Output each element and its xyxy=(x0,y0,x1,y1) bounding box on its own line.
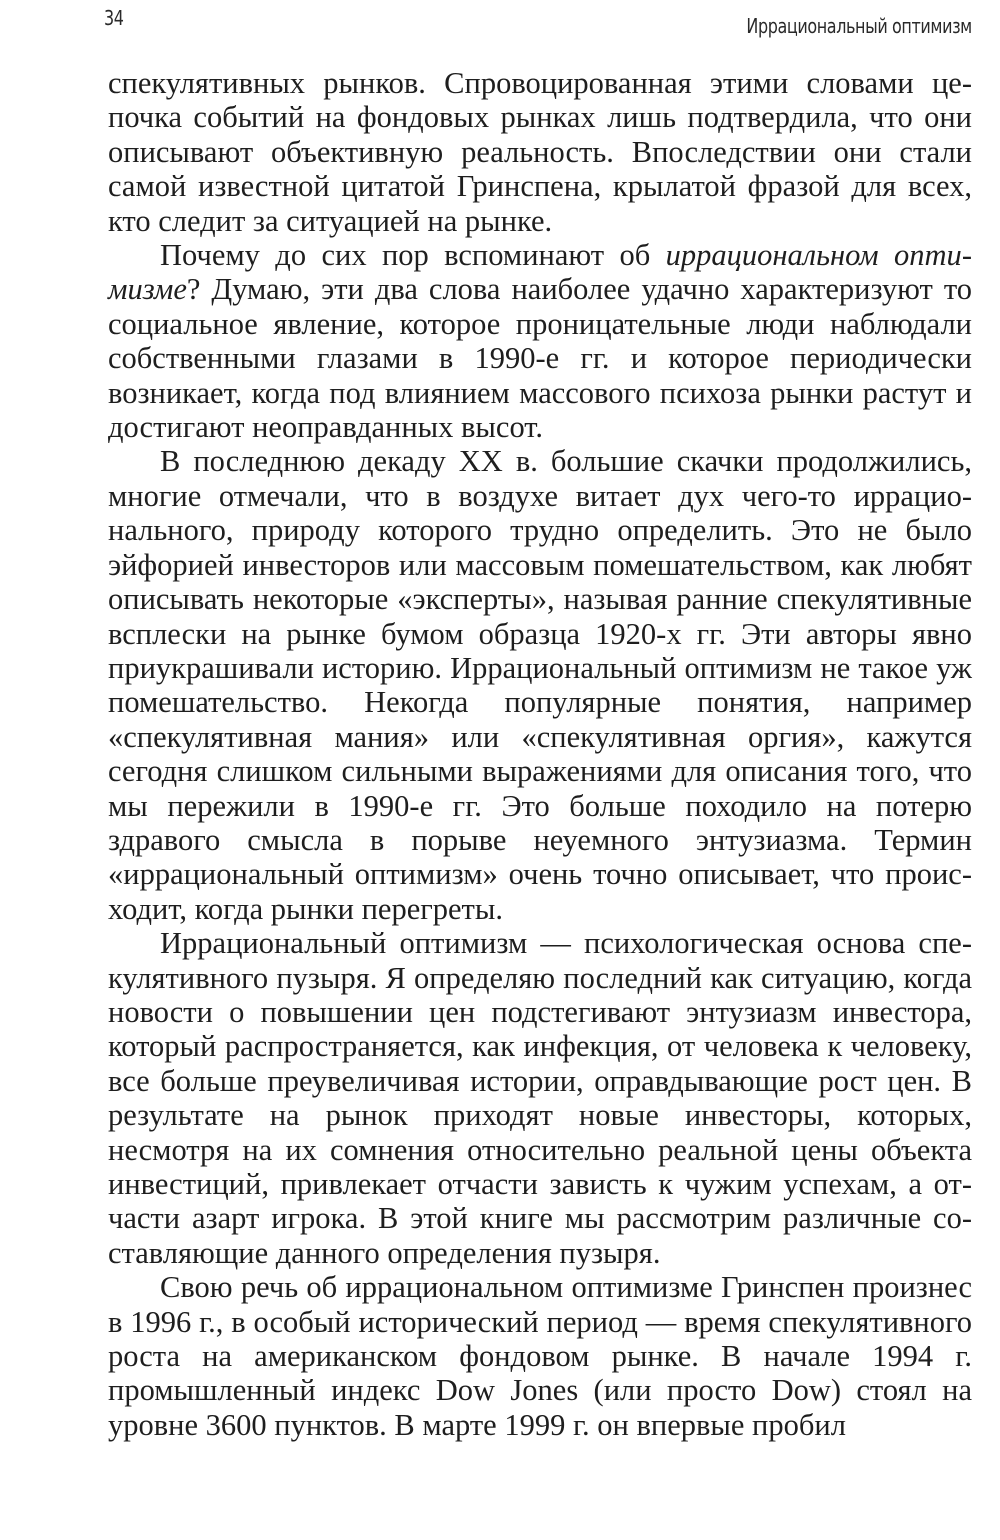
body-text xyxy=(108,66,972,1442)
running-head xyxy=(104,6,972,42)
running-title: Иррациональный оптимизм xyxy=(746,14,972,38)
page-number: 34 xyxy=(104,6,124,30)
paragraph-2-start: Почему до сих пор вспоминают об xyxy=(160,238,666,273)
paragraph-3: В последнюю декаду XX в. большие скачки продолжились, многие отмечали, что в воздухе витает дух чего-то иррационального, природу которого трудно определить. Это не было эйфорией инвесторов или массовым помешательством, как любят описывать некоторые «эксперты», называя ранние спекулятивные всплески на рынке бумом образца 1920-х гг. Эти авторы явно приукрашивали историю. Иррациональный оптимизм не такое уж помешательство. Некогда популярные понятия, например «спекулятивная мания» или «спекулятивная оргия», кажутся сегодня слишком сильными выражениями для описания того, что мы пережили в 1990-е гг. Это больше походило на потерю здравого смысла в порыве неуемного энтузиазма. Термин «иррациональный оптимизм» очень точно описывает, что происходит, когда рынки перегреты. xyxy=(108,444,972,926)
paragraph-2 xyxy=(108,238,972,444)
paragraph-4: Иррациональный оптимизм — психологическая основа спекулятивного пузыря. Я определяю последний как ситуацию, когда новости о повышении цен подстегивают энтузиазм инвестора, который распространяется, как инфекция, от человека к человеку, все больше преувеличивая истории, оправдывающие рост цен. В результате на рынок приходят новые инвесторы, которых, несмотря на их сомнения относительно реальной цены объекта инвестиций, привлекает отчасти зависть к чужим успехам, а отчасти азарт игрока. В этой книге мы рассмотрим различные составляющие данного определения пузыря. xyxy=(108,926,972,1270)
paragraph-2-rest: ? Думаю, эти два слова наиболее удачно характеризуют то социальное явление, которое проницательные люди наблюдали собственными глазами в 1990-е гг. и которое периодически возникает, когда под влиянием массового психоза рынки растут и достигают неоправданных высот. xyxy=(108,272,972,445)
italic-phrase: иррациональном оптимизме xyxy=(108,238,972,307)
paragraph-5: Свою речь об иррациональном оптимизме Гринспен произнес в 1996 г., в особый исторический период — время спекулятивного роста на американском фондовом рынке. В начале 1994 г. промышленный индекс Dow Jones (или просто Dow) стоял на уровне 3600 пунктов. В марте 1999 г. он впервые пробил xyxy=(108,1270,972,1442)
paragraph-1: спекулятивных рынков. Спровоцированная этими словами цепочка событий на фондовых рынках лишь подтвердила, что они описывают объективную реальность. Впоследствии они стали самой известной цитатой Гринспена, крылатой фразой для всех, кто следит за ситуацией на рынке. xyxy=(108,66,972,238)
